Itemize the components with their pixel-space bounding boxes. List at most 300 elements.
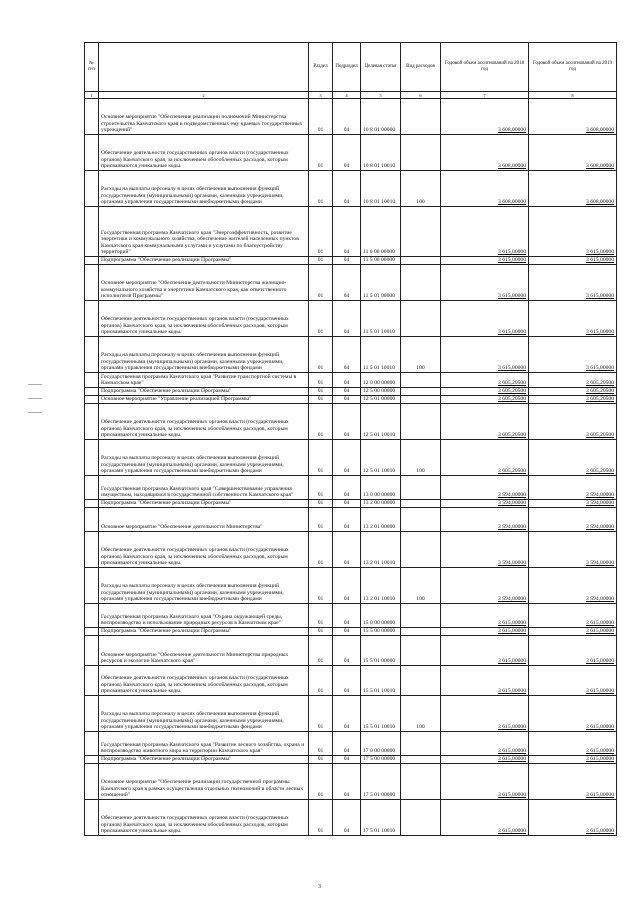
table-row (85, 265, 617, 301)
row-subsection-cell: 04 (333, 99, 361, 135)
row-amount-2019-cell (529, 301, 617, 337)
header-num: № п/п (85, 43, 99, 92)
row-amount-2019-cell (529, 666, 617, 696)
row-amount-2019-cell (529, 440, 617, 476)
row-target-cell: 13 2 01 10010 (361, 568, 401, 604)
table-row (85, 135, 617, 171)
row-name-cell: Государственная программа Камчатского края "Развитие транспортной системы в Камчатском крае" (99, 373, 309, 388)
row-target-cell: 13 2 01 10010 (361, 532, 401, 568)
row-expense-type-cell (401, 628, 441, 636)
row-name-cell: Основное мероприятие "Управление реализацией Программы" (99, 396, 309, 404)
row-section-cell: 01 (309, 388, 333, 396)
row-amount-2018-cell (441, 373, 529, 388)
table-row (85, 604, 617, 628)
column-number: 7 (441, 92, 529, 99)
row-target-cell: 17 5 00 00000 (361, 756, 401, 764)
amount-value: 3 615,00000 (586, 365, 614, 372)
row-section-cell: 01 (309, 135, 333, 171)
row-target-cell: 11 5 01 10010 (361, 337, 401, 373)
amount-value: 3 594,00000 (586, 492, 614, 499)
table-row (85, 388, 617, 396)
row-number-cell (85, 604, 99, 628)
table-row (85, 532, 617, 568)
amount-value: 3 615,00000 (498, 365, 526, 372)
row-name-cell: Государственная программа Камчатского края "Охрана окружающей среды, воспроизводство и использование природных ресурсов в Камчатском крае" (99, 604, 309, 628)
row-amount-2019-cell (529, 265, 617, 301)
row-amount-2018-cell (441, 666, 529, 696)
row-expense-type-cell (401, 207, 441, 257)
amount-value: 3 608,00000 (498, 127, 526, 134)
row-amount-2019-cell (529, 373, 617, 388)
row-name-cell: Подпрограмма "Обеспечение реализации Программы" (99, 500, 309, 508)
amount-value: 3 608,00000 (586, 163, 614, 170)
row-section-cell: 01 (309, 756, 333, 764)
row-subsection-cell: 04 (333, 696, 361, 732)
row-number-cell (85, 257, 99, 265)
row-number-cell (85, 396, 99, 404)
amount-value: 3 605,20500 (498, 388, 526, 395)
row-subsection-cell: 04 (333, 337, 361, 373)
row-amount-2019-cell (529, 396, 617, 404)
row-amount-2019-cell (529, 99, 617, 135)
row-subsection-cell: 04 (333, 764, 361, 800)
row-amount-2019-cell (529, 404, 617, 440)
row-subsection-cell: 04 (333, 732, 361, 756)
row-section-cell: 01 (309, 301, 333, 337)
row-section-cell: 01 (309, 373, 333, 388)
amount-value: 3 605,20500 (586, 380, 614, 387)
amount-value: 3 615,00000 (498, 620, 526, 627)
row-number-cell (85, 764, 99, 800)
row-section-cell: 01 (309, 532, 333, 568)
amount-value: 3 615,00000 (498, 293, 526, 300)
row-expense-type-cell: 100 (401, 171, 441, 207)
row-section-cell: 01 (309, 207, 333, 257)
row-target-cell: 11 0 00 00000 (361, 207, 401, 257)
row-amount-2019-cell (529, 756, 617, 764)
amount-value: 3 615,00000 (586, 724, 614, 731)
row-section-cell: 01 (309, 257, 333, 265)
amount-value: 3 615,00000 (498, 628, 526, 635)
row-expense-type-cell (401, 135, 441, 171)
row-subsection-cell: 04 (333, 265, 361, 301)
amount-value: 3 615,00000 (498, 688, 526, 695)
row-target-cell: 12 5 01 10010 (361, 440, 401, 476)
amount-value: 3 615,00000 (498, 249, 526, 256)
margin-mark (28, 412, 42, 413)
amount-value: 3 615,00000 (498, 329, 526, 336)
row-amount-2019-cell (529, 388, 617, 396)
table-row (85, 756, 617, 764)
table-row (85, 732, 617, 756)
row-subsection-cell: 04 (333, 404, 361, 440)
row-number-cell (85, 99, 99, 135)
row-target-cell: 12 0 00 00000 (361, 373, 401, 388)
row-amount-2019-cell (529, 207, 617, 257)
row-target-cell: 11 5 01 00000 (361, 265, 401, 301)
amount-value: 3 594,00000 (586, 524, 614, 531)
row-amount-2018-cell (441, 476, 529, 500)
amount-value: 3 615,00000 (586, 293, 614, 300)
row-target-cell: 10 8 01 00000 (361, 99, 401, 135)
row-name-cell: Расходы на выплаты персоналу в целях обеспечения выполнения функций государственными (муниципальными) органами, казенными учреждениями, органами управления государственными внебюджетными фондами (99, 337, 309, 373)
amount-value: 3 605,20500 (586, 396, 614, 403)
column-number: 4 (333, 92, 361, 99)
row-name-cell: Основное мероприятие "Обеспечение деятельности Министерства" (99, 508, 309, 532)
row-number-cell (85, 476, 99, 500)
row-target-cell: 15 5 00 00000 (361, 628, 401, 636)
row-name-cell: Расходы на выплаты персоналу в целях обеспечения выполнения функций государственными (муниципальными) органами, казенными учреждениями, органами управления государственными внебюджетными фондами (99, 440, 309, 476)
row-expense-type-cell (401, 388, 441, 396)
table-row (85, 257, 617, 265)
row-expense-type-cell (401, 301, 441, 337)
row-subsection-cell: 04 (333, 171, 361, 207)
amount-value: 3 615,00000 (586, 658, 614, 665)
amount-value: 3 615,00000 (586, 249, 614, 256)
row-amount-2019-cell (529, 568, 617, 604)
row-target-cell: 11 5 01 10010 (361, 301, 401, 337)
row-amount-2018-cell (441, 99, 529, 135)
row-section-cell: 01 (309, 636, 333, 666)
row-amount-2019-cell (529, 604, 617, 628)
row-expense-type-cell (401, 265, 441, 301)
amount-value: 3 615,00000 (498, 658, 526, 665)
row-name-cell: Расходы на выплаты персоналу в целях обеспечения выполнения функций государственными (муниципальными) органами, казенными учреждениями, органами управления государственными внебюджетными фондами (99, 568, 309, 604)
page-number: 3 (318, 884, 321, 890)
row-amount-2019-cell (529, 732, 617, 756)
row-amount-2018-cell (441, 301, 529, 337)
row-expense-type-cell (401, 373, 441, 388)
row-name-cell: Основное мероприятие "Обеспечение деятельности Министерства жилищно-коммунального хозяйства и энергетики Камчатского края, как ответственного исполнителя Программы" (99, 265, 309, 301)
row-target-cell: 17 5 01 00000 (361, 764, 401, 800)
row-amount-2018-cell (441, 568, 529, 604)
row-expense-type-cell (401, 764, 441, 800)
row-section-cell: 01 (309, 764, 333, 800)
row-name-cell: Обеспечение деятельности государственных органов власти (государственных органов) Камчатского края, за исключением обособленных расходов, которым присваиваются уникальные коды. (99, 800, 309, 836)
table-row (85, 99, 617, 135)
row-number-cell (85, 508, 99, 532)
table-row (85, 440, 617, 476)
row-subsection-cell: 04 (333, 604, 361, 628)
row-expense-type-cell (401, 257, 441, 265)
table-row (85, 171, 617, 207)
row-amount-2018-cell (441, 265, 529, 301)
row-name-cell: Государственная программа Камчатского края "Энергоэффективность, развитие энергетики и коммунального хозяйства, обеспечение жителей населенных пунктов Камчатского края коммунальными услугами и услугами по благоустройству территорий" (99, 207, 309, 257)
row-expense-type-cell (401, 636, 441, 666)
amount-value: 3 608,00000 (586, 127, 614, 134)
row-expense-type-cell (401, 756, 441, 764)
table-row (85, 404, 617, 440)
row-amount-2018-cell (441, 171, 529, 207)
row-name-cell: Подпрограмма "Обеспечение реализации Программы" (99, 257, 309, 265)
amount-value: 3 615,00000 (498, 756, 526, 763)
row-amount-2018-cell (441, 388, 529, 396)
row-amount-2018-cell (441, 500, 529, 508)
header-expense-type: Вид расходов (401, 43, 441, 92)
row-expense-type-cell (401, 532, 441, 568)
amount-value: 3 594,00000 (498, 500, 526, 507)
amount-value: 3 615,00000 (586, 628, 614, 635)
row-expense-type-cell (401, 404, 441, 440)
row-expense-type-cell (401, 476, 441, 500)
table-row (85, 476, 617, 500)
column-number-row (85, 92, 617, 99)
row-expense-type-cell (401, 508, 441, 532)
column-number: 8 (529, 92, 617, 99)
row-amount-2019-cell (529, 800, 617, 836)
amount-value: 3 594,00000 (586, 500, 614, 507)
row-name-cell: Основное мероприятие "Обеспечение реализации государственной программы Камчатского края в рамках осуществления отдельных полномочий в области лесных отношений" (99, 764, 309, 800)
table-row (85, 301, 617, 337)
row-section-cell: 01 (309, 604, 333, 628)
row-target-cell: 15 0 00 00000 (361, 604, 401, 628)
row-name-cell: Обеспечение деятельности государственных органов власти (государственных органов) Камчатского края, за исключением обособленных расходов, которым присваиваются уникальные коды. (99, 532, 309, 568)
row-section-cell: 01 (309, 666, 333, 696)
row-amount-2019-cell (529, 636, 617, 666)
row-expense-type-cell (401, 800, 441, 836)
row-subsection-cell: 04 (333, 135, 361, 171)
row-name-cell: Обеспечение деятельности государственных органов власти (государственных органов) Камчатского края, за исключением обособленных расходов, которым присваиваются уникальные коды. (99, 666, 309, 696)
table-body (85, 99, 617, 836)
row-subsection-cell: 04 (333, 532, 361, 568)
row-amount-2019-cell (529, 476, 617, 500)
amount-value: 3 605,20500 (498, 396, 526, 403)
row-number-cell (85, 301, 99, 337)
table-header-row (85, 43, 617, 92)
amount-value: 3 605,20500 (498, 380, 526, 387)
row-amount-2019-cell (529, 508, 617, 532)
amount-value: 3 615,00000 (498, 792, 526, 799)
row-number-cell (85, 732, 99, 756)
amount-value: 3 615,00000 (586, 688, 614, 695)
row-subsection-cell: 04 (333, 568, 361, 604)
row-amount-2018-cell (441, 337, 529, 373)
row-name-cell: Государственная программа Камчатского края "Совершенствование управления имуществом, находящимся в государственной собственности Камчатского края" (99, 476, 309, 500)
header-amount-2018: Годовой объем ассигнований на 2018 год (441, 43, 529, 92)
amount-value: 3 605,20500 (586, 468, 614, 475)
row-expense-type-cell: 100 (401, 568, 441, 604)
row-amount-2018-cell (441, 732, 529, 756)
row-name-cell: Обеспечение деятельности государственных органов власти (государственных органов) Камчатского края, за исключением обособленных расходов, которым присваиваются уникальные коды. (99, 135, 309, 171)
row-amount-2018-cell (441, 800, 529, 836)
margin-mark (28, 384, 42, 385)
amount-value: 3 615,00000 (498, 257, 526, 264)
amount-value: 3 605,20500 (498, 432, 526, 439)
amount-value: 3 605,20500 (498, 468, 526, 475)
table-row (85, 207, 617, 257)
row-target-cell: 13 2 00 00000 (361, 500, 401, 508)
row-subsection-cell: 04 (333, 500, 361, 508)
table-row (85, 337, 617, 373)
header-section: Раздел (309, 43, 333, 92)
row-amount-2018-cell (441, 604, 529, 628)
row-number-cell (85, 696, 99, 732)
row-expense-type-cell (401, 604, 441, 628)
row-amount-2018-cell (441, 207, 529, 257)
row-amount-2018-cell (441, 764, 529, 800)
row-target-cell: 15 5 01 10010 (361, 666, 401, 696)
table-row (85, 636, 617, 666)
row-section-cell: 01 (309, 800, 333, 836)
header-subsection: Подраздел (333, 43, 361, 92)
row-subsection-cell: 04 (333, 628, 361, 636)
row-subsection-cell: 04 (333, 440, 361, 476)
row-section-cell: 01 (309, 396, 333, 404)
row-amount-2018-cell (441, 636, 529, 666)
table-row (85, 764, 617, 800)
row-section-cell: 01 (309, 508, 333, 532)
row-expense-type-cell (401, 500, 441, 508)
row-number-cell (85, 628, 99, 636)
row-number-cell (85, 207, 99, 257)
row-name-cell: Государственная программа Камчатского края "Развитие лесного хозяйства, охрана и воспроизводство животного мира на территории Камчатского края" (99, 732, 309, 756)
row-amount-2019-cell (529, 628, 617, 636)
amount-value: 3 605,20500 (586, 432, 614, 439)
row-number-cell (85, 636, 99, 666)
amount-value: 3 615,00000 (498, 724, 526, 731)
table-row (85, 500, 617, 508)
row-number-cell (85, 135, 99, 171)
row-amount-2018-cell (441, 508, 529, 532)
row-subsection-cell: 04 (333, 301, 361, 337)
row-amount-2019-cell (529, 532, 617, 568)
row-section-cell: 01 (309, 500, 333, 508)
row-target-cell: 12 5 01 10010 (361, 404, 401, 440)
row-expense-type-cell (401, 396, 441, 404)
row-target-cell: 17 0 00 00000 (361, 732, 401, 756)
row-name-cell: Подпрограмма "Обеспечение реализации Программы" (99, 628, 309, 636)
amount-value: 3 615,00000 (586, 792, 614, 799)
budget-table (84, 42, 617, 836)
amount-value: 3 615,00000 (586, 620, 614, 627)
row-target-cell: 10 8 01 10010 (361, 171, 401, 207)
row-name-cell: Обеспечение деятельности государственных органов власти (государственных органов) Камчатского края, за исключением обособленных расходов, которым присваиваются уникальные коды. (99, 301, 309, 337)
row-name-cell: Расходы на выплаты персоналу в целях обеспечения выполнения функций государственными (муниципальными) органами, казенными учреждениями, органами управления государственными внебюджетными фондами (99, 171, 309, 207)
row-name-cell: Подпрограмма "Обеспечение реализации Программы" (99, 388, 309, 396)
row-subsection-cell: 04 (333, 388, 361, 396)
row-section-cell: 01 (309, 99, 333, 135)
row-target-cell: 10 8 01 10010 (361, 135, 401, 171)
row-amount-2018-cell (441, 404, 529, 440)
row-section-cell: 01 (309, 337, 333, 373)
row-amount-2019-cell (529, 500, 617, 508)
column-number: 1 (85, 92, 99, 99)
row-name-cell: Подпрограмма "Обеспечение реализации Программы" (99, 756, 309, 764)
row-subsection-cell: 04 (333, 257, 361, 265)
row-amount-2019-cell (529, 257, 617, 265)
amount-value: 3 615,00000 (586, 329, 614, 336)
amount-value: 3 615,00000 (498, 748, 526, 755)
row-amount-2019-cell (529, 337, 617, 373)
row-number-cell (85, 265, 99, 301)
row-number-cell (85, 171, 99, 207)
amount-value: 3 594,00000 (498, 596, 526, 603)
row-section-cell: 01 (309, 404, 333, 440)
margin-mark (28, 398, 42, 399)
amount-value: 3 615,00000 (586, 828, 614, 835)
row-name-cell: Обеспечение деятельности государственных органов власти (государственных органов) Камчатского края, за исключением обособленных расходов, которым присваиваются уникальные коды. (99, 404, 309, 440)
row-expense-type-cell (401, 99, 441, 135)
row-expense-type-cell: 100 (401, 440, 441, 476)
row-amount-2019-cell (529, 764, 617, 800)
amount-value: 3 615,00000 (586, 257, 614, 264)
header-name (99, 43, 309, 92)
row-amount-2018-cell (441, 396, 529, 404)
row-number-cell (85, 388, 99, 396)
row-number-cell (85, 666, 99, 696)
row-target-cell: 12 5 00 00000 (361, 388, 401, 396)
row-target-cell: 17 5 01 10010 (361, 800, 401, 836)
row-subsection-cell: 04 (333, 373, 361, 388)
row-number-cell (85, 800, 99, 836)
column-number: 5 (361, 92, 401, 99)
header-amount-2019: Годовой объем ассигнований на 2019 год (529, 43, 617, 92)
amount-value: 3 608,00000 (586, 199, 614, 206)
row-target-cell: 15 5 01 10010 (361, 696, 401, 732)
amount-value: 3 608,00000 (498, 163, 526, 170)
row-subsection-cell: 04 (333, 756, 361, 764)
header-target: Целевая статья (361, 43, 401, 92)
row-expense-type-cell: 100 (401, 337, 441, 373)
row-target-cell: 13 2 01 00000 (361, 508, 401, 532)
row-target-cell: 13 0 00 00000 (361, 476, 401, 500)
row-expense-type-cell (401, 666, 441, 696)
row-number-cell (85, 568, 99, 604)
amount-value: 3 594,00000 (586, 596, 614, 603)
row-number-cell (85, 337, 99, 373)
row-section-cell: 01 (309, 696, 333, 732)
amount-value: 3 594,00000 (498, 560, 526, 567)
row-expense-type-cell (401, 732, 441, 756)
row-amount-2018-cell (441, 135, 529, 171)
row-section-cell: 01 (309, 440, 333, 476)
row-amount-2018-cell (441, 628, 529, 636)
table-row (85, 666, 617, 696)
row-expense-type-cell: 100 (401, 696, 441, 732)
row-number-cell (85, 756, 99, 764)
row-name-cell: Расходы на выплаты персоналу в целях обеспечения выполнения функций государственными (муниципальными) органами, казенными учреждениями, органами управления государственными внебюджетными фондами (99, 696, 309, 732)
table-row (85, 396, 617, 404)
table-row (85, 508, 617, 532)
table-row (85, 373, 617, 388)
row-amount-2019-cell (529, 696, 617, 732)
row-section-cell: 01 (309, 628, 333, 636)
row-section-cell: 01 (309, 732, 333, 756)
row-subsection-cell: 04 (333, 207, 361, 257)
amount-value: 3 615,00000 (586, 748, 614, 755)
amount-value: 3 594,00000 (586, 560, 614, 567)
amount-value: 3 594,00000 (498, 492, 526, 499)
row-name-cell: Основное мероприятие "Обеспечение деятельности Министерства природных ресурсов и экологии Камчатского края" (99, 636, 309, 666)
amount-value: 3 615,00000 (586, 756, 614, 763)
row-amount-2019-cell (529, 135, 617, 171)
amount-value: 3 605,20500 (586, 388, 614, 395)
row-amount-2018-cell (441, 696, 529, 732)
row-target-cell: 15 5 01 00000 (361, 636, 401, 666)
table-row (85, 800, 617, 836)
row-target-cell: 12 5 01 00000 (361, 396, 401, 404)
row-amount-2019-cell (529, 171, 617, 207)
row-number-cell (85, 373, 99, 388)
row-amount-2018-cell (441, 440, 529, 476)
row-subsection-cell: 04 (333, 508, 361, 532)
table-row (85, 696, 617, 732)
row-subsection-cell: 04 (333, 636, 361, 666)
column-number: 6 (401, 92, 441, 99)
row-name-cell: Основное мероприятие "Обеспечение реализации полномочий Министерства строительства Камчатского края и подведомственных ему краевых государственных учреждений" (99, 99, 309, 135)
row-amount-2018-cell (441, 257, 529, 265)
row-subsection-cell: 04 (333, 396, 361, 404)
